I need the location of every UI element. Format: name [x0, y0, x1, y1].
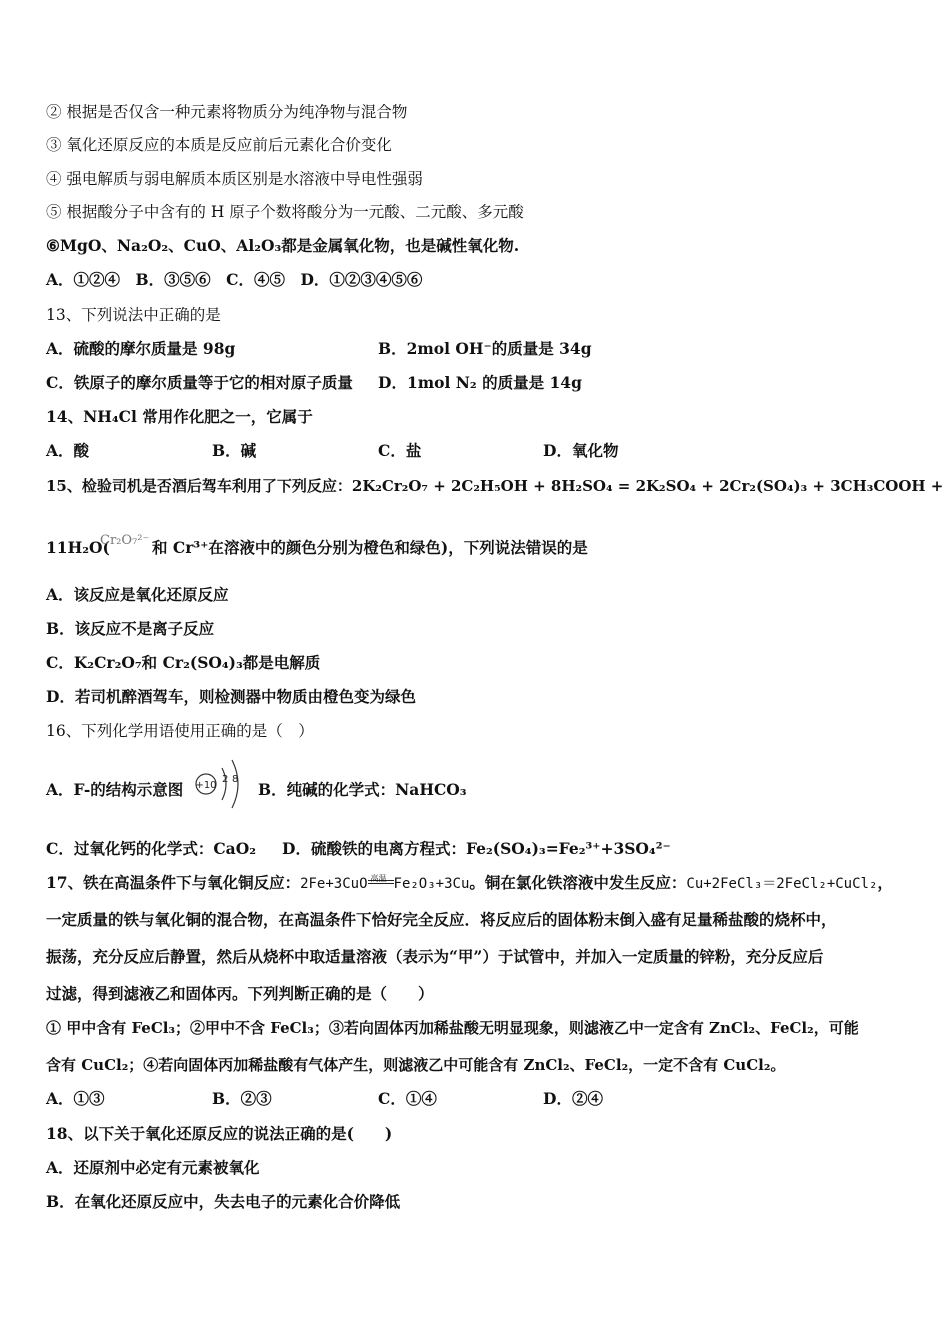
- fluoride-structure-diagram: [192, 752, 244, 816]
- q15-option-a: A．该反应是氧化还原反应: [46, 585, 229, 604]
- q17-option-a: A．①③: [46, 1089, 105, 1108]
- shell-2-electrons: 8: [232, 774, 239, 785]
- q15-stem-line2b: 和 Cr³⁺在溶液中的颜色分别为橙色和绿色)，下列说法错误的是: [152, 538, 588, 557]
- statement-6: ⑥MgO、Na₂O₂、CuO、Al₂O₃都是金属氧化物，也是碱性氧化物.: [46, 236, 520, 255]
- q17-option-b: B．②③: [212, 1089, 272, 1108]
- q15-option-d: D．若司机醉酒驾车，则检测器中物质由橙色变为绿色: [46, 687, 416, 706]
- q17-intro: 17、铁在高温条件下与氧化铜反应：: [46, 873, 301, 892]
- statement-5: ⑤ 根据酸分子中含有的 H 原子个数将酸分为一元酸、二元酸、多元酸: [46, 203, 524, 221]
- dichromate-ion-image: [98, 524, 150, 554]
- dichromate-ion-label: Cr₂O₇²⁻: [100, 533, 150, 548]
- q14-option-a: A．酸: [46, 441, 90, 460]
- q14-option-b: B．碱: [212, 441, 257, 460]
- q17-line3: 振荡，充分反应后静置，然后从烧杯中取适量溶液（表示为“甲”）于试管中，并加入一定质量的锌粉，充分反应后: [46, 947, 824, 966]
- q17-option-d: D．②④: [543, 1089, 603, 1108]
- q13-option-b: B．2mol OH⁻的质量是 34g: [378, 339, 592, 358]
- q17-eq2: Cu+2FeCl₃＝2FeCl₂+CuCl₂: [686, 876, 878, 892]
- q12-options: A．①②④ B．③⑤⑥ C．④⑤ D．①②③④⑤⑥: [46, 270, 423, 289]
- q13-stem: 13、下列说法中正确的是: [46, 306, 221, 324]
- reaction-arrow: [368, 873, 394, 893]
- q17-line4: 过滤，得到滤液乙和固体丙。下列判断正确的是（ ）: [46, 984, 434, 1003]
- q18-option-b: B．在氧化还原反应中，失去电子的元素化合价降低: [46, 1192, 401, 1211]
- q17-eq1-right: Fe₂O₃+3Cu: [393, 876, 470, 892]
- q17-mid: 。铜在氯化铁溶液中发生反应：: [469, 873, 687, 892]
- q17-line6: 含有 CuCl₂；④若向固体丙加稀盐酸有气体产生，则滤液乙中可能含有 ZnCl₂、FeCl₂，一定不含有 CuCl₂。: [46, 1056, 786, 1074]
- q17-eq1-left: 2Fe+3CuO: [300, 876, 368, 892]
- q14-option-d: D．氧化物: [543, 441, 619, 460]
- q15-stem-line1: 15、检验司机是否酒后驾车利用了下列反应：2K₂Cr₂O₇ + 2C₂H₅OH + 8H₂SO₄ = 2K₂SO₄ + 2Cr₂(SO₄)₃ + 3CH₃COOH +: [46, 477, 944, 495]
- shell-1-electrons: 2: [222, 774, 229, 785]
- statement-3: ③ 氧化还原反应的本质是反应前后元素化合价变化: [46, 136, 392, 154]
- q16-option-c: C．过氧化钙的化学式：CaO₂: [46, 839, 257, 858]
- q18-option-a: A．还原剂中必定有元素被氧化: [46, 1158, 260, 1177]
- q16-option-b: B．纯碱的化学式：NaHCO₃: [258, 780, 467, 799]
- q18-stem: 18、以下关于氧化还原反应的说法正确的是( ): [46, 1124, 393, 1143]
- q17-line5: ① 甲中含有 FeCl₃；②甲中不含 FeCl₃；③若向固体丙加稀盐酸无明显现象，则滤液乙中一定含有 ZnCl₂、FeCl₂，可能: [46, 1019, 859, 1037]
- statement-2: ② 根据是否仅含一种元素将物质分为纯净物与混合物: [46, 103, 408, 121]
- q16-option-d: D．硫酸铁的电离方程式：Fe₂(SO₄)₃=Fe₂³⁺+3SO₄²⁻: [282, 839, 671, 858]
- q14-stem: 14、NH₄Cl 常用作化肥之一，它属于: [46, 407, 313, 426]
- q13-option-d: D．1mol N₂ 的质量是 14g: [378, 373, 582, 392]
- q13-option-a: A．硫酸的摩尔质量是 98g: [46, 339, 236, 358]
- statement-4: ④ 强电解质与弱电解质本质区别是水溶液中导电性强弱: [46, 170, 423, 188]
- q15-stem-line2a: 11H₂O(: [46, 538, 110, 557]
- q17-option-c: C．①④: [378, 1089, 437, 1108]
- q15-option-b: B．该反应不是离子反应: [46, 619, 215, 638]
- q16-stem: 16、下列化学用语使用正确的是（ ）: [46, 722, 314, 740]
- q17-comma: ，: [877, 873, 893, 892]
- q16-option-a: A．F-的结构示意图: [46, 780, 184, 799]
- q15-option-c: C．K₂Cr₂O₇和 Cr₂(SO₄)₃都是电解质: [46, 653, 321, 672]
- q17-line2: 一定质量的铁与氧化铜的混合物，在高温条件下恰好完全反应．将反应后的固体粉末倒入盛有足量稀盐酸的烧杯中，: [46, 910, 837, 929]
- q13-option-c: C．铁原子的摩尔质量等于它的相对原子质量: [46, 373, 353, 392]
- q17-line1: [46, 873, 893, 894]
- reaction-condition: 高温: [370, 874, 387, 883]
- nucleus-charge: +10: [195, 780, 217, 791]
- q14-option-c: C．盐: [378, 441, 422, 460]
